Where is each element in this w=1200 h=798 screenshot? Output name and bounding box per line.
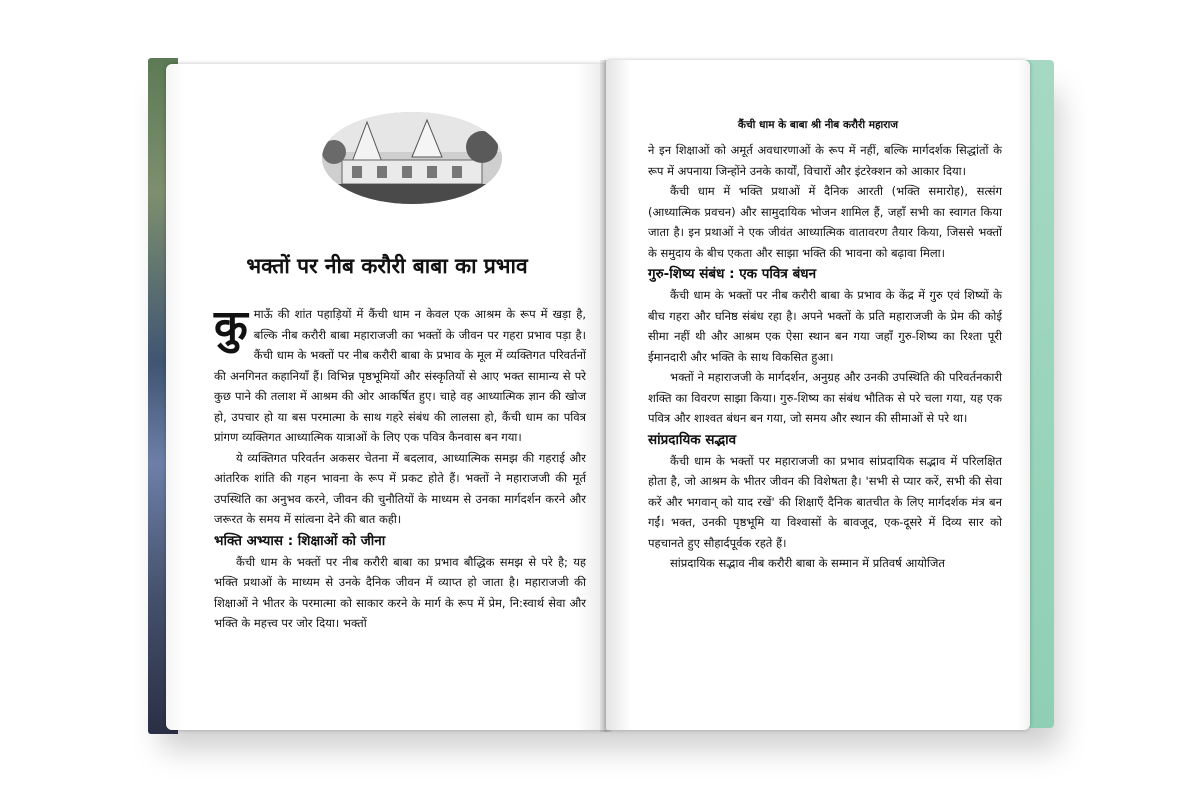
left-page — [166, 64, 608, 730]
right-body-text — [648, 140, 1002, 574]
temple-illustration — [322, 112, 502, 204]
right-paragraph-1: ने इन शिक्षाओं को अमूर्त अवधारणाओं के रूप में नहीं, बल्कि मार्गदर्शक सिद्धांतों के रूप में अपनाया जिन्होंने उनके कार्यों, विचारों और इंटरेक्शन को आकार दिया। — [648, 143, 1002, 178]
right-paragraph-2: कैंची धाम में भक्ति प्रथाओं में दैनिक आरती (भक्ति समारोह), सत्संग (आध्यात्मिक प्रवचन) और सामुदायिक भोजन शामिल हैं, जहाँ सभी का स्वागत किया जाता है। इन प्रथाओं ने एक जीवंत आध्यात्मिक वातावरण तैयार किया, जिससे भक्तों के समुदाय के बीच एकता और साझा भक्ति की भावना को बढ़ावा मिला। — [648, 184, 1002, 260]
left-paragraph-3: कैंची धाम के भक्तों पर नीब करौरी बाबा का प्रभाव बौद्धिक समझ से परे है; यह भक्ति प्रथाओं के माध्यम से उनके दैनिक जीवन में व्याप्त हो जाता है। महाराजजी की शिक्षाओं ने भीतर के परमात्मा को साकार करने के मार्ग के रूप में प्रेम, नि:स्वार्थ सेवा और भक्ति के महत्त्व पर जोर दिया। भक्तों — [214, 554, 586, 630]
drop-cap: कु — [214, 301, 248, 352]
right-paragraph-6: सांप्रदायिक सद्भाव नीब करौरी बाबा के सम्मान में प्रतिवर्ष आयोजित — [670, 556, 945, 570]
left-subheading-1: भक्ति अभ्यास : शिक्षाओं को जीना — [214, 532, 386, 549]
right-paragraph-3: कैंची धाम के भक्तों पर नीब करौरी बाबा के प्रभाव के केंद्र में गुरु एवं शिष्यों के बीच गहरा और घनिष्ठ संबंध रहा है। अपने भक्तों के प्रति महाराजजी के प्रेम की कोई सीमा नहीं थी और आश्रम एक ऐसा स्थान बन गया जहाँ गुरु-शिष्य का रिश्ता पूरी ईमानदारी और भक्ति के साथ विकसित हुआ। — [648, 288, 1002, 364]
chapter-title: भक्तों पर नीब करौरी बाबा का प्रभाव — [246, 254, 528, 278]
right-subheading-1: गुरु-शिष्य संबंध : एक पवित्र बंधन — [648, 266, 817, 282]
left-body-text — [214, 301, 586, 634]
running-head: कैंची धाम के बाबा श्री नीब करौरी महाराज — [737, 119, 899, 131]
left-paragraph-1 — [214, 301, 586, 448]
right-subheading-2: सांप्रदायिक सद्भाव — [648, 431, 737, 448]
open-book — [148, 52, 1054, 742]
right-paragraph-4: भक्तों ने महाराजजी के मार्गदर्शन, अनुग्रह और उनकी उपस्थिति की परिवर्तनकारी शक्ति का विवरण साझा किया। गुरु-शिष्य का संबंध भौतिक से परे चला गया, यह एक पवित्र और शाश्वत बंधन बन गया, जो समय और स्थान की सीमाओं से परे था। — [648, 370, 1002, 425]
temple-photo — [322, 112, 502, 204]
right-paragraph-5: कैंची धाम के भक्तों पर महाराजजी का प्रभाव सांप्रदायिक सद्भाव में परिलक्षित होता है, जो आश्रम के भीतर जीवन की विशेषता है। 'सभी से प्यार करें, सभी की सेवा करें और भगवान् को याद रखें' की शिक्षाएँ दैनिक बातचीत के लिए मार्गदर्शक मंत्र बन गईं। भक्त, उनकी पृष्ठभूमि या विश्वासों के बावजूद, एक-दूसरे में दिव्य सार को पहचानते हुए सौहार्दपूर्वक रहते हैं। — [648, 453, 1002, 550]
left-paragraph-1-text: माऊँ की शांत पहाड़ियों में कैंची धाम न केवल एक आश्रम के रूप में खड़ा है, बल्कि नीब करौरी बाबा महाराजजी का भक्तों के जीवन पर गहरा प्रभाव पड़ा है। कैंची धाम के भक्तों पर नीब करौरी बाबा के प्रभाव के मूल में व्यक्तिगत परिवर्तनों की अनगिनत कहानियाँ हैं। विभिन्न पृष्ठभूमियों और संस्कृतियों से आए भक्त सामान्य से परे कुछ पाने की तलाश में आश्रम की ओर आकर्षित हुए। चाहे वह आध्यात्मिक ज्ञान की खोज हो, उपचार हो या बस परमात्मा के साथ गहरे संबंध की लालसा हो, कैंची धाम का पवित्र प्रांगण व्यक्तिगत आध्यात्मिक यात्राओं के लिए एक पवित्र कैनवास बन गया। — [214, 307, 586, 444]
left-paragraph-2: ये व्यक्तिगत परिवर्तन अकसर चेतना में बदलाव, आध्यात्मिक समझ की गहराई और आंतरिक शांति की गहन भावना के रूप में प्रकट होते हैं। भक्तों ने महाराजजी की मूर्त उपस्थिति का अनुभव करने, जीवन की चुनौतियों के माध्यम से उनका मार्गदर्शन करने और जरूरत के समय में सांत्वना देने की बात कही। — [214, 450, 586, 526]
right-page — [606, 60, 1030, 730]
